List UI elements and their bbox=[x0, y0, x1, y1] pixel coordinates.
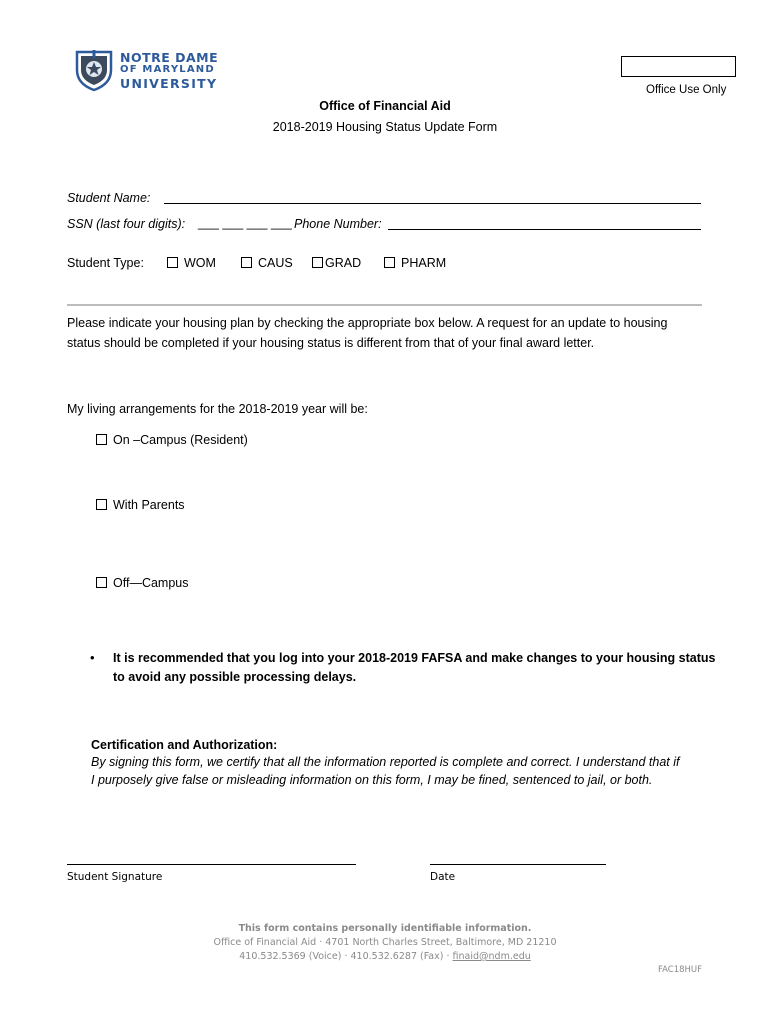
form-subtitle: 2018-2019 Housing Status Update Form bbox=[272, 120, 498, 134]
university-logo-icon bbox=[74, 48, 114, 92]
certification-line2: I purposely give false or misleading information on this form, I may be fined, sentenced to jail, or both. bbox=[91, 773, 653, 787]
student-signature-field[interactable] bbox=[67, 864, 356, 865]
student-signature-label: Student Signature bbox=[67, 871, 163, 883]
with-parents-label: With Parents bbox=[113, 498, 185, 512]
living-arrangements-prompt: My living arrangements for the 2018-2019 year will be: bbox=[67, 402, 368, 416]
checkbox-icon bbox=[384, 257, 395, 268]
date-label: Date bbox=[430, 871, 456, 883]
logo-text-line3: UNIVERSITY bbox=[120, 76, 218, 91]
footer-phone-fax: 410.532.5369 (Voice) · 410.532.6287 (Fax) · bbox=[239, 951, 450, 962]
office-use-box[interactable] bbox=[621, 56, 736, 77]
footer-pii-notice: This form contains personally identifiable information. bbox=[238, 923, 532, 934]
checkbox-icon bbox=[241, 257, 252, 268]
ssn-label: SSN (last four digits): bbox=[67, 217, 186, 231]
office-use-label: Office Use Only bbox=[646, 84, 727, 96]
student-type-caus-label: CAUS bbox=[258, 256, 293, 270]
student-type-grad-label: GRAD bbox=[325, 256, 362, 270]
instructions-line1: Please indicate your housing plan by checking the appropriate box below. A request for an update to housing bbox=[67, 316, 668, 330]
student-type-label: Student Type: bbox=[67, 256, 144, 270]
certification-heading: Certification and Authorization: bbox=[91, 738, 278, 752]
footer-address: Office of Financial Aid · 4701 North Charles Street, Baltimore, MD 21210 bbox=[213, 937, 557, 948]
off-campus-label: Off—Campus bbox=[113, 576, 189, 590]
checkbox-icon bbox=[96, 499, 107, 510]
with-parents-option[interactable] bbox=[96, 498, 185, 512]
checkbox-icon bbox=[167, 257, 178, 268]
bullet-icon: • bbox=[90, 650, 95, 665]
ssn-field[interactable]: ___ ___ ___ ___ bbox=[198, 216, 292, 230]
logo-text-line1: NOTRE DAME bbox=[120, 50, 219, 65]
instructions-line2: status should be completed if your housing status is different from that of your final award letter. bbox=[67, 336, 595, 350]
student-type-pharm-label: PHARM bbox=[401, 256, 447, 270]
checkbox-icon bbox=[96, 434, 107, 445]
page-title: Office of Financial Aid bbox=[319, 99, 451, 113]
student-name-field[interactable] bbox=[164, 203, 701, 204]
on-campus-option[interactable] bbox=[96, 433, 248, 447]
recommendation-line1: It is recommended that you log into your 2018-2019 FAFSA and make changes to your housing status bbox=[113, 651, 716, 665]
footer-email-link[interactable]: finaid@ndm.edu bbox=[452, 951, 531, 962]
phone-number-label: Phone Number: bbox=[294, 217, 382, 231]
student-type-pharm-option[interactable] bbox=[384, 256, 446, 270]
checkbox-icon bbox=[96, 577, 107, 588]
logo-text-line2: OF MARYLAND bbox=[120, 64, 215, 75]
student-name-label: Student Name: bbox=[67, 191, 151, 205]
checkbox-icon bbox=[312, 257, 323, 268]
recommendation-line2: to avoid any possible processing delays. bbox=[113, 670, 357, 684]
student-type-caus-option[interactable] bbox=[241, 256, 293, 270]
on-campus-label: On –Campus (Resident) bbox=[113, 433, 248, 447]
certification-line1: By signing this form, we certify that all the information reported is complete and correct. I understand that if bbox=[91, 755, 680, 769]
student-type-wom-option[interactable] bbox=[167, 256, 216, 270]
phone-number-field[interactable] bbox=[388, 229, 701, 230]
date-field[interactable] bbox=[430, 864, 606, 865]
student-type-grad-option[interactable] bbox=[312, 256, 361, 270]
section-divider bbox=[67, 304, 702, 306]
form-code: FAC18HUF bbox=[658, 965, 703, 975]
student-type-wom-label: WOM bbox=[184, 256, 216, 270]
footer-contact bbox=[0, 951, 770, 962]
off-campus-option[interactable] bbox=[96, 576, 189, 590]
